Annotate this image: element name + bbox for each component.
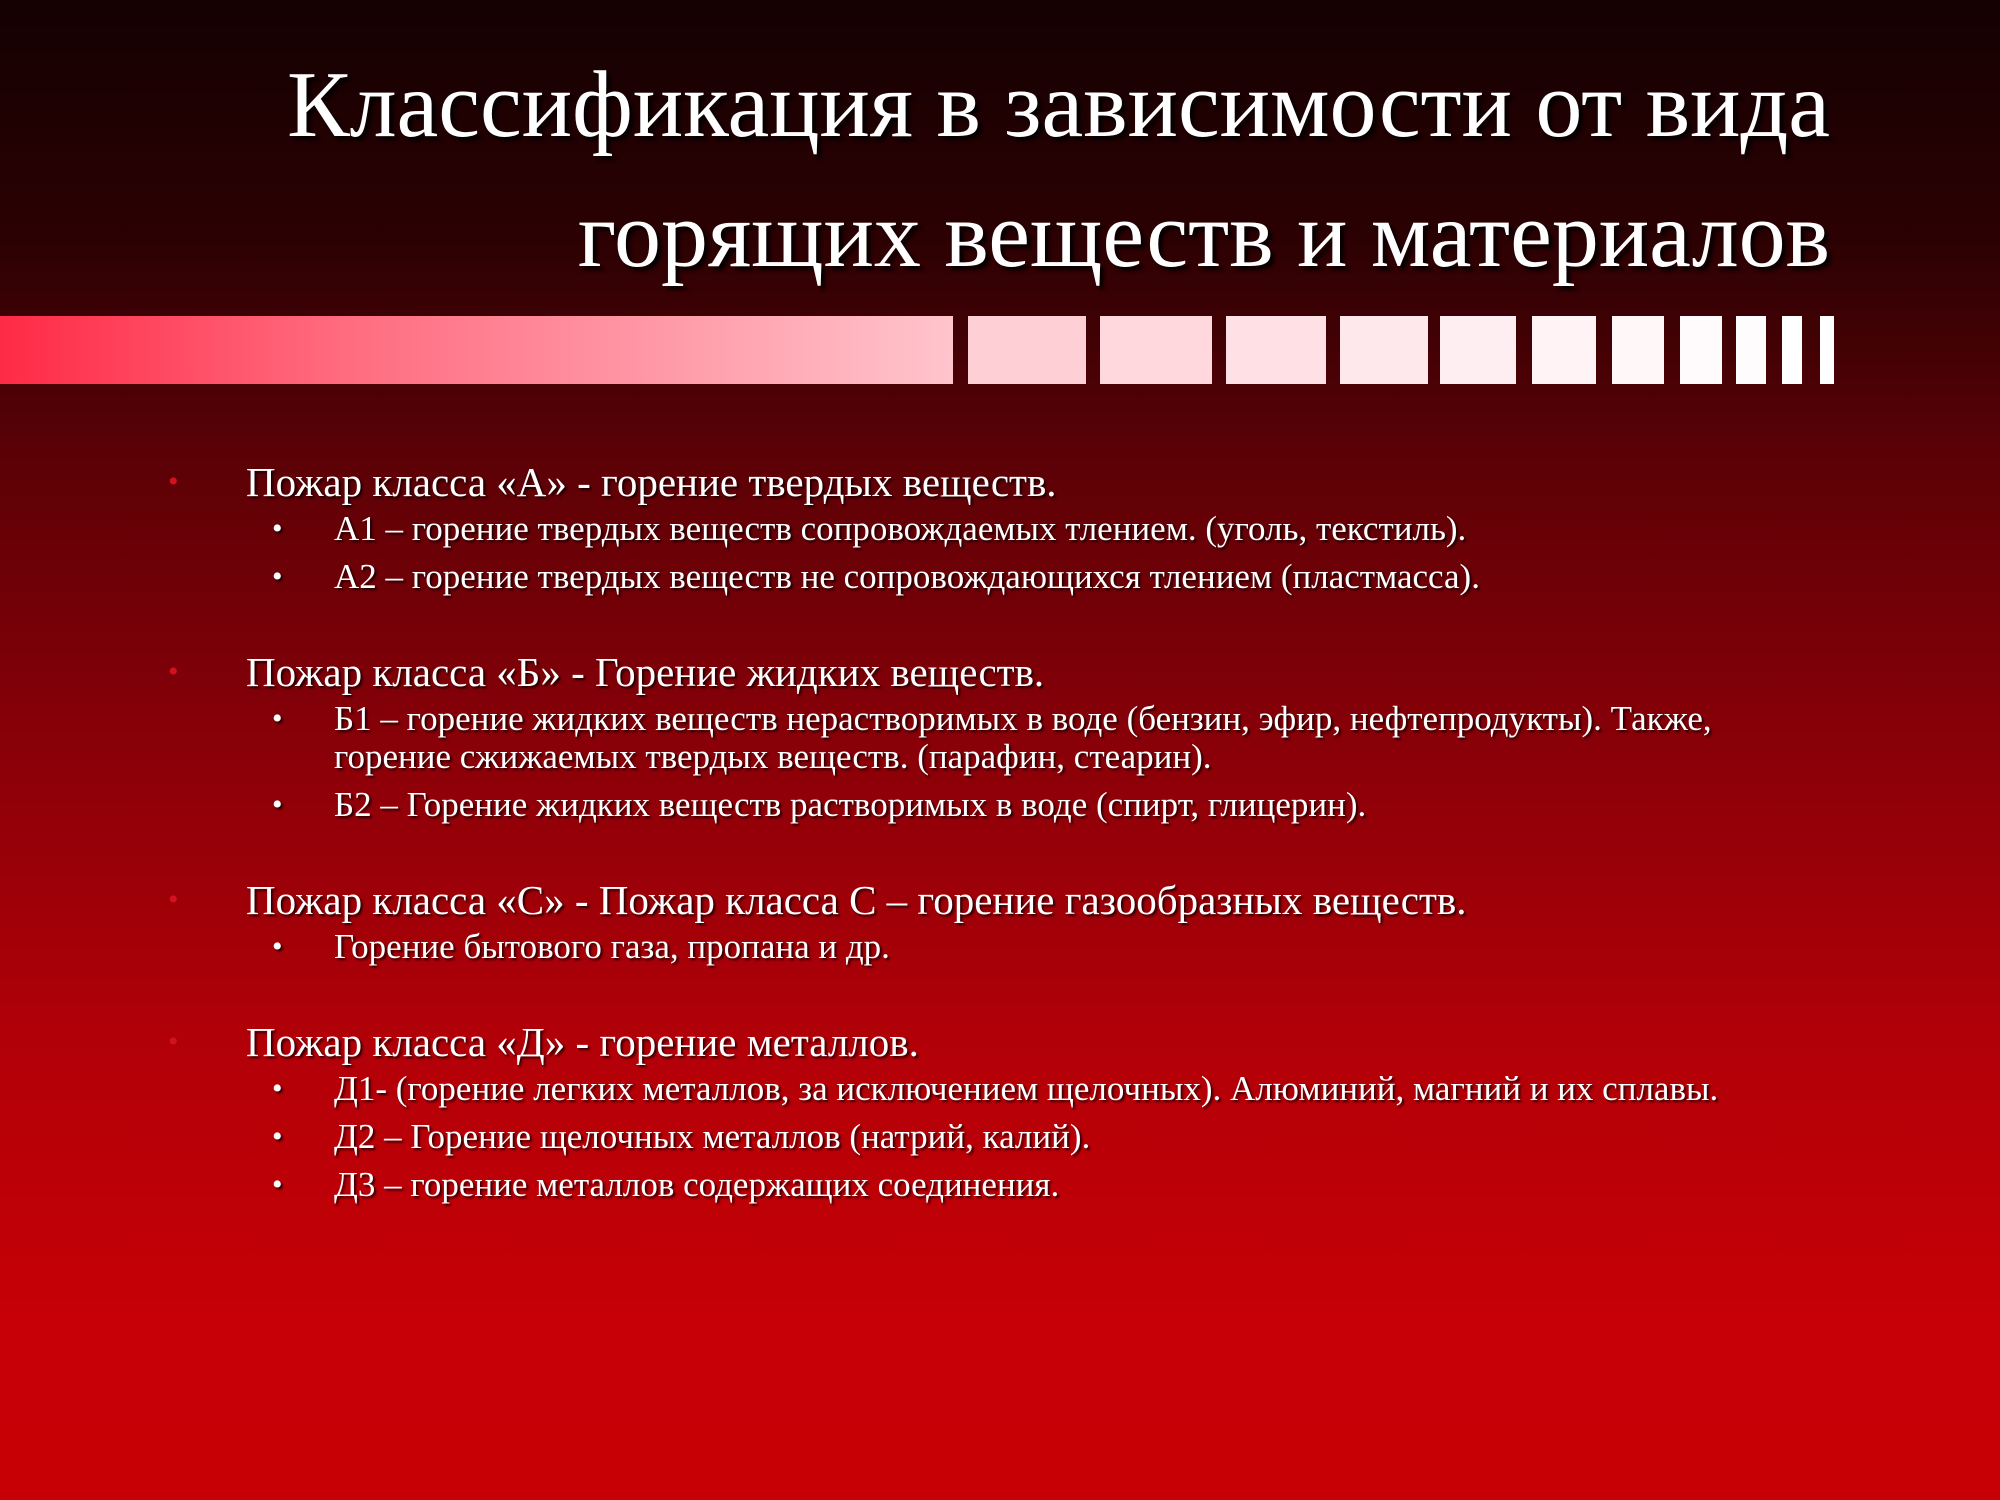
bullet-icon: • bbox=[272, 788, 283, 821]
decorative-bar-segment bbox=[1820, 316, 1834, 384]
subclass-text: Д3 – горение металлов содержащих соединения. bbox=[334, 1165, 1060, 1204]
decorative-bar-segment bbox=[1340, 316, 1428, 384]
list-item-level-2 bbox=[160, 700, 1810, 776]
subclass-text: Горение бытового газа, пропана и др. bbox=[334, 927, 890, 966]
bullet-icon: • bbox=[272, 1072, 283, 1105]
list-item-level-2 bbox=[160, 928, 1810, 966]
decorative-bar-segment bbox=[1226, 316, 1326, 384]
subclass-text: Д2 – Горение щелочных металлов (натрий, калий). bbox=[334, 1117, 1091, 1156]
list-item-level-2 bbox=[160, 1166, 1810, 1204]
bullet-icon: • bbox=[272, 702, 283, 735]
decorative-bar-segment bbox=[1782, 316, 1802, 384]
decorative-bar-segment bbox=[1680, 316, 1722, 384]
bullet-icon: • bbox=[272, 512, 283, 545]
list-item-level-2 bbox=[160, 786, 1810, 824]
subclass-text: Б2 – Горение жидких веществ растворимых в воде (спирт, глицерин). bbox=[334, 785, 1367, 824]
bullet-icon: • bbox=[168, 655, 179, 688]
list-item-level-2 bbox=[160, 1118, 1810, 1156]
slide-title-line-1: Классификация в зависимости от вида bbox=[286, 53, 1830, 157]
decorative-bar-segment bbox=[1736, 316, 1766, 384]
decorative-gradient-bar bbox=[0, 316, 953, 384]
list-item-level-1 bbox=[160, 644, 1810, 700]
bullet-icon: • bbox=[272, 1120, 283, 1153]
bullet-icon: • bbox=[168, 1025, 179, 1058]
bullet-icon: • bbox=[272, 930, 283, 963]
list-item-level-1 bbox=[160, 1014, 1810, 1070]
bullet-icon: • bbox=[168, 465, 179, 498]
list-item-level-2 bbox=[160, 510, 1810, 548]
list-item-level-2 bbox=[160, 1070, 1810, 1108]
bullet-icon: • bbox=[272, 560, 283, 593]
slide-content bbox=[160, 454, 1810, 1252]
subclass-text: А2 – горение твердых веществ не сопровождающихся тлением (пластмасса). bbox=[334, 557, 1480, 596]
subclass-text: Д1- (горение легких металлов, за исключением щелочных). Алюминий, магний и их сплавы. bbox=[334, 1069, 1719, 1108]
list-item-level-1 bbox=[160, 454, 1810, 510]
decorative-bar-segment bbox=[1440, 316, 1516, 384]
bullet-icon: • bbox=[272, 1168, 283, 1201]
fire-class-b bbox=[160, 644, 1810, 824]
fire-class-d bbox=[160, 1014, 1810, 1204]
decorative-bar-segment bbox=[1100, 316, 1212, 384]
slide-title bbox=[130, 40, 1830, 300]
decorative-bar-segment bbox=[1532, 316, 1596, 384]
fire-class-a bbox=[160, 454, 1810, 596]
class-heading: Пожар класса «С» - Пожар класса С – горение газообразных веществ. bbox=[246, 877, 1467, 923]
subclass-text: А1 – горение твердых веществ сопровождаемых тлением. (уголь, текстиль). bbox=[334, 509, 1467, 548]
subclass-text: Б1 – горение жидких веществ нерастворимых в воде (бензин, эфир, нефтепродукты). Также, горение сжижаемых твердых веществ. (парафин, стеарин). bbox=[334, 699, 1712, 776]
class-heading: Пожар класса «Д» - горение металлов. bbox=[246, 1019, 919, 1065]
list-item-level-2 bbox=[160, 558, 1810, 596]
class-heading: Пожар класса «Б» - Горение жидких веществ. bbox=[246, 649, 1045, 695]
decorative-bar-segment bbox=[968, 316, 1086, 384]
decorative-bar-segment bbox=[1612, 316, 1664, 384]
fire-class-c bbox=[160, 872, 1810, 966]
list-item-level-1 bbox=[160, 872, 1810, 928]
slide-title-line-2: горящих веществ и материалов bbox=[577, 183, 1830, 287]
class-heading: Пожар класса «А» - горение твердых веществ. bbox=[246, 459, 1057, 505]
bullet-icon: • bbox=[168, 883, 179, 916]
